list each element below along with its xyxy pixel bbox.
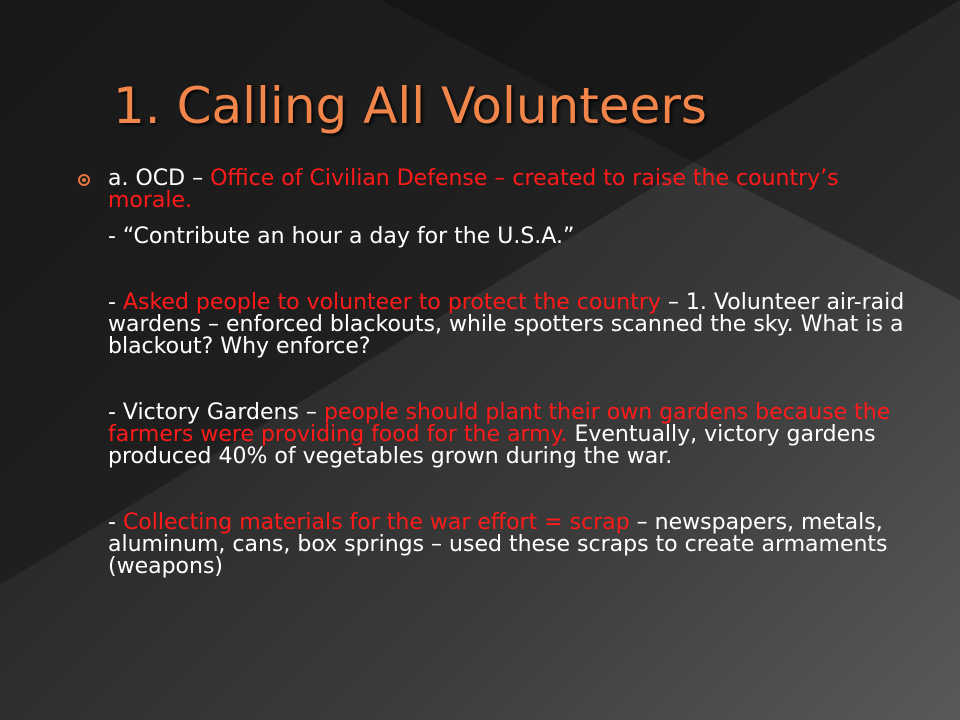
volunteer-paragraph bbox=[78, 292, 906, 358]
bullet-circle-icon bbox=[78, 174, 90, 186]
scrap-paragraph bbox=[78, 512, 906, 578]
gardens-detail: Eventually, victory gardens produced 40% of vegetables grown during the war. bbox=[108, 422, 876, 469]
slogan-line: - “Contribute an hour a day for the U.S.A.” bbox=[108, 224, 575, 249]
bullet-prefix: a. OCD – bbox=[108, 166, 211, 191]
victory-gardens-paragraph bbox=[78, 402, 906, 468]
slide-body bbox=[78, 168, 906, 578]
volunteer-highlight: Asked people to volunteer to protect the country bbox=[122, 290, 661, 315]
volunteer-dash: - bbox=[108, 290, 123, 315]
scrap-highlight: Collecting materials for the war effort = scrap bbox=[122, 510, 630, 535]
ocd-definition: Office of Civilian Defense – created to raise the country’s morale. bbox=[108, 166, 839, 213]
volunteer-detail: – 1. Volunteer air-raid wardens – enforced blackouts, while spotters scanned the sky. What is a blackout? Why enforce? bbox=[108, 290, 905, 359]
scrap-detail: – newspapers, metals, aluminum, cans, box springs – used these scraps to create armaments (weapons) bbox=[108, 510, 888, 579]
gardens-prefix: - Victory Gardens – bbox=[108, 400, 324, 425]
slide-title: 1. Calling All Volunteers bbox=[113, 77, 707, 135]
gardens-highlight: people should plant their own gardens because the farmers were providing food for the army. bbox=[108, 400, 891, 447]
bullet-item bbox=[78, 168, 906, 212]
scrap-dash: - bbox=[108, 510, 123, 535]
